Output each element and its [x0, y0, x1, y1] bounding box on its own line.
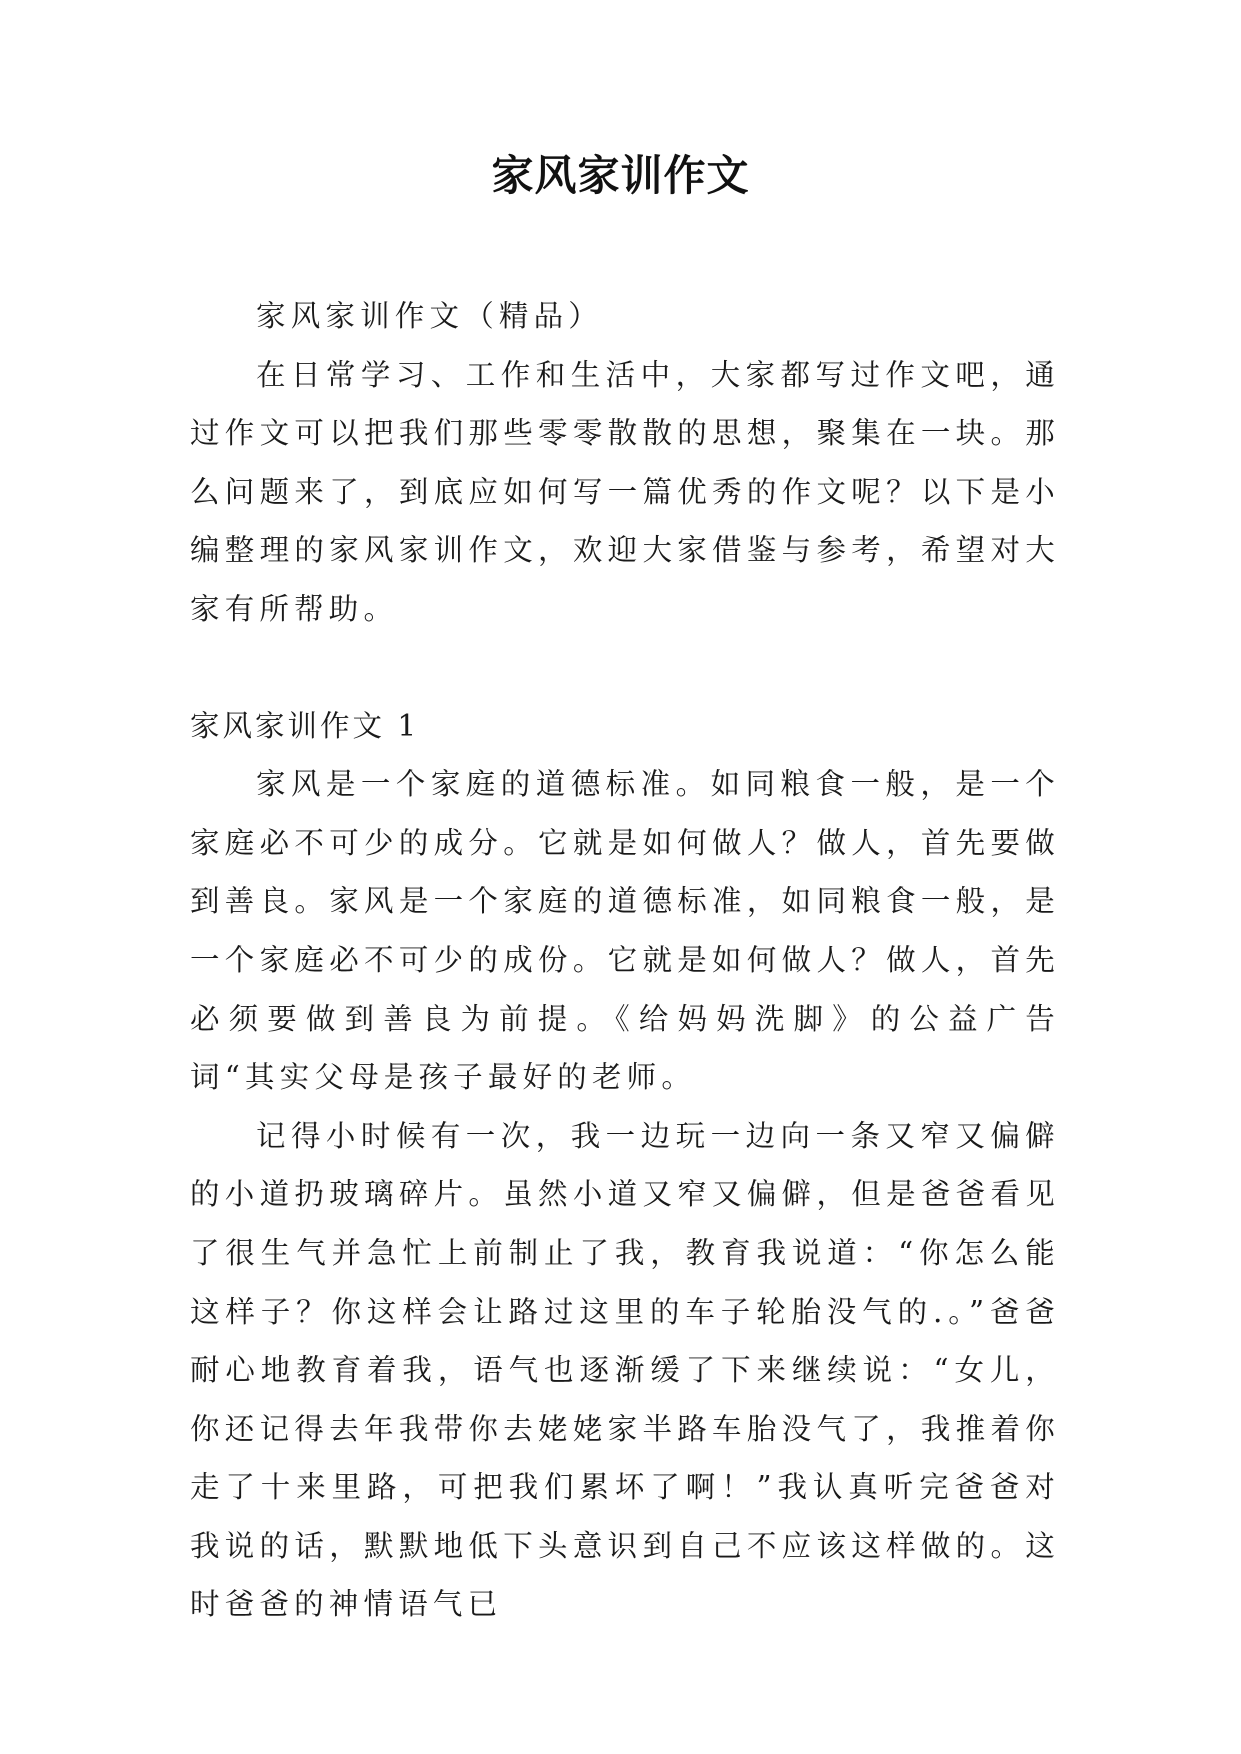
body-paragraph-2: 记得小时候有一次，我一边玩一边向一条又窄又偏僻的小道扔玻璃碎片。虽然小道又窄又偏僻，但是爸爸看见了很生气并急忙上前制止了我，教育我说道：“你怎么能这样子？你这样会让路过这里的车子轮胎没气的.。”爸爸耐心地教育着我，语气也逐渐缓了下来继续说：“女儿，你还记得去年我带你去姥姥家半路车胎没气了，我推着你走了十来里路，可把我们累坏了啊！”我认真听完爸爸对我说的话，默默地低下头意识到自己不应该这样做的。这时爸爸的神情语气已 — [190, 1118, 1060, 1622]
section-title: 家风家训作文 1 — [190, 708, 420, 743]
document-body — [190, 287, 1060, 1634]
document-subtitle: 家风家训作文（精品） — [256, 299, 604, 333]
intro-paragraph: 在日常学习、工作和生活中，大家都写过作文吧，通过作文可以把我们那些零零散散的思想，聚集在一块。那么问题来了，到底应如何写一篇优秀的作文呢？以下是小编整理的家风家训作文，欢迎大家借鉴与参考，希望对大家有所帮助。 — [190, 357, 1060, 626]
document-title: 家风家训作文 — [491, 151, 750, 200]
body-paragraph-1: 家风是一个家庭的道德标准。如同粮食一般，是一个家庭必不可少的成分。它就是如何做人？做人，首先要做到善良。家风是一个家庭的道德标准，如同粮食一般，是一个家庭必不可少的成份。它就是如何做人？做人，首先必须要做到善良为前提。《给妈妈洗脚》的公益广告词“其实父母是孩子最好的老师。 — [190, 767, 1060, 1095]
